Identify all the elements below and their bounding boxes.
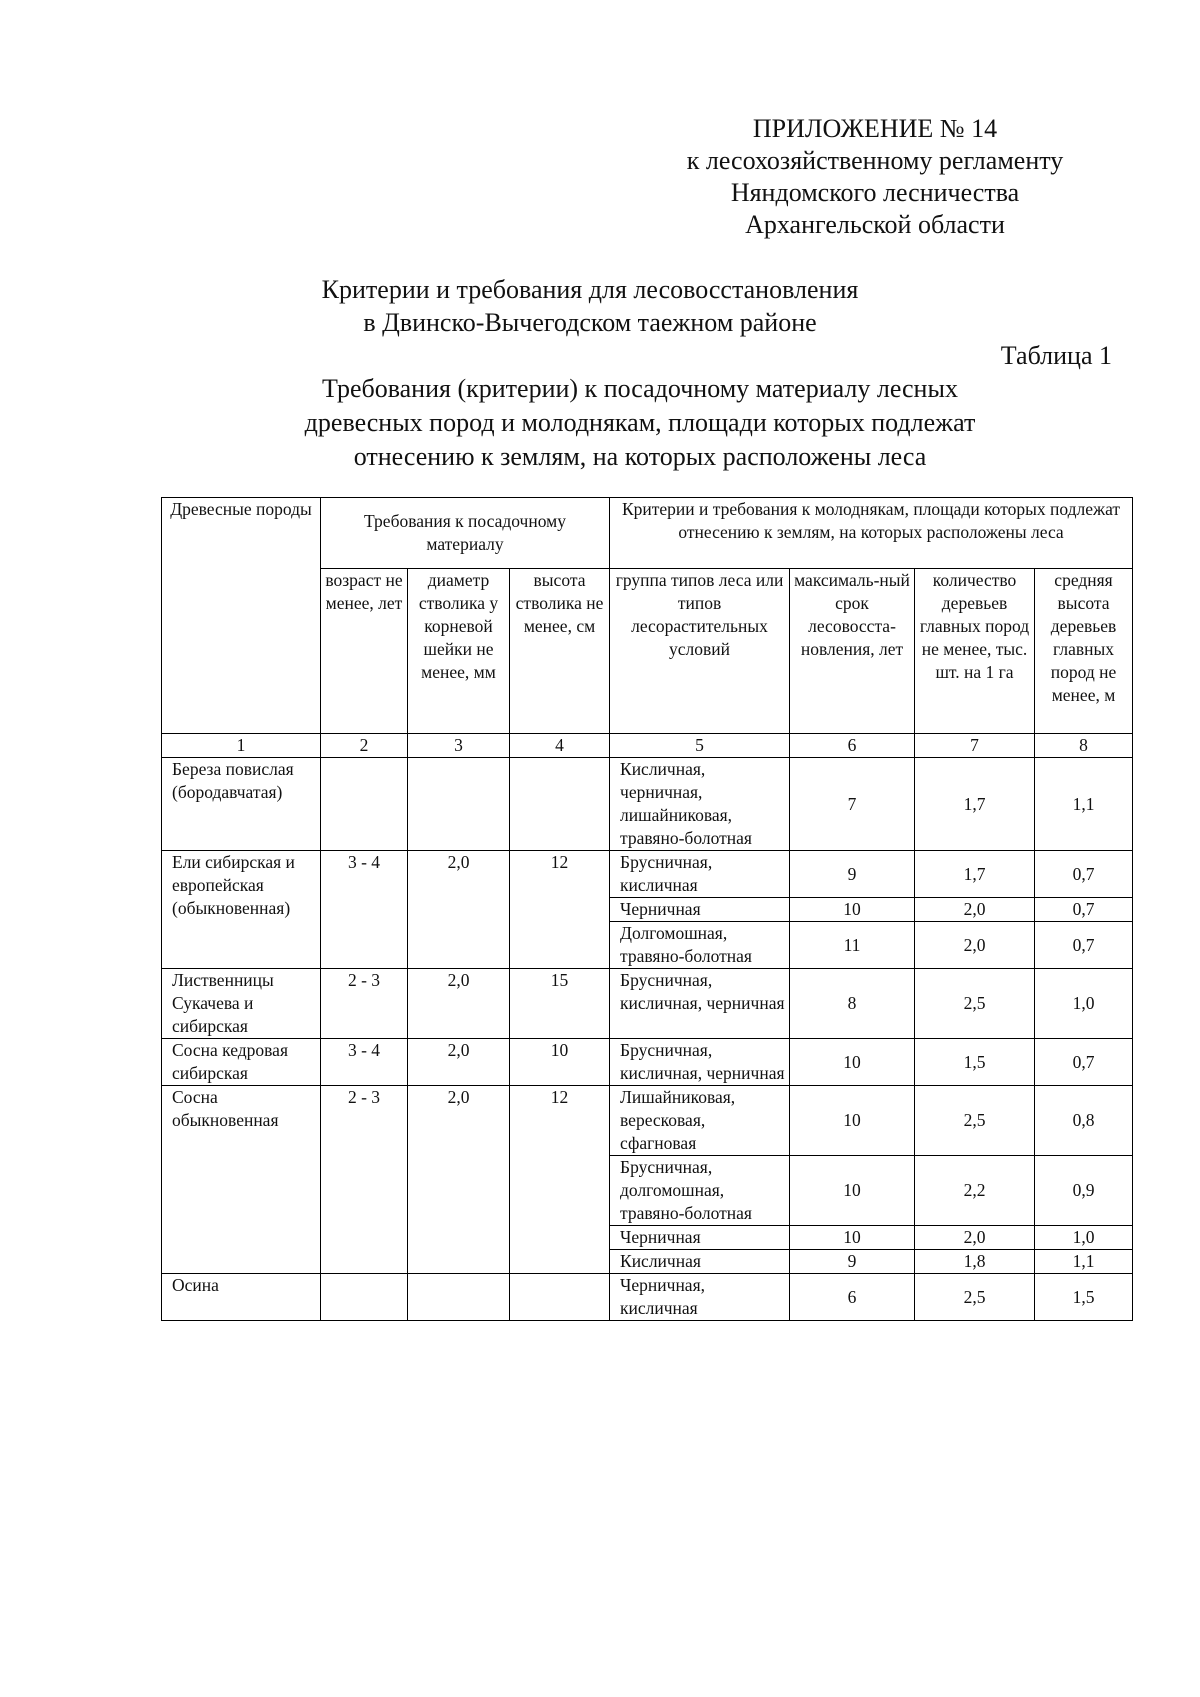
header-species: Древесные породы xyxy=(162,498,321,734)
max-term-cell: 9 xyxy=(790,1250,915,1274)
forest-type-cell: Черничная xyxy=(610,1226,790,1250)
avg-height-cell: 1,0 xyxy=(1035,1226,1133,1250)
tree-count-cell: 2,2 xyxy=(915,1156,1035,1226)
appendix-line: Няндомского лесничества xyxy=(730,178,1020,207)
avg-height-cell: 0,7 xyxy=(1035,1039,1133,1086)
species-cell: Сосна кедровая сибирская xyxy=(162,1039,321,1086)
tree-count-cell: 1,8 xyxy=(915,1250,1035,1274)
header-planting-material: Требования к посадочному материалу xyxy=(321,498,610,569)
diameter-cell: 2,0 xyxy=(408,851,510,969)
height-cell: 15 xyxy=(510,969,610,1039)
forest-type-cell: Брусничная, кисличная xyxy=(610,851,790,898)
column-numbers-row xyxy=(162,734,1133,758)
forest-type-cell: Долгомошная, травяно-болотная xyxy=(610,922,790,969)
forest-type-cell: Кисличная xyxy=(610,1250,790,1274)
forest-type-cell: Брусничная, кисличная, черничная xyxy=(610,969,790,1039)
table-number: Таблица 1 xyxy=(1000,341,1112,370)
avg-height-cell: 1,1 xyxy=(1035,1250,1133,1274)
header-avg-height: средняя высота деревьев главных пород не менее, м xyxy=(1035,569,1133,734)
age-cell xyxy=(321,758,408,851)
header-young-stands: Критерии и требования к молоднякам, площади которых подлежат отнесению к землям, на которых расположены леса xyxy=(610,498,1133,569)
table-title-line: древесных пород и молоднякам, площади которых подлежат xyxy=(304,408,976,437)
forest-type-cell: Лишайниковая, вересковая, сфагновая xyxy=(610,1086,790,1156)
column-number: 1 xyxy=(162,734,321,758)
forest-type-cell: Черничная xyxy=(610,898,790,922)
max-term-cell: 10 xyxy=(790,1086,915,1156)
criteria-title-line: Критерии и требования для лесовосстановления xyxy=(321,275,859,304)
max-term-cell: 10 xyxy=(790,1226,915,1250)
column-number: 8 xyxy=(1035,734,1133,758)
header-age: возраст не менее, лет xyxy=(321,569,408,734)
table-row xyxy=(162,851,1133,898)
table-row xyxy=(162,1274,1133,1321)
max-term-cell: 7 xyxy=(790,758,915,851)
species-cell: Сосна обыкновенная xyxy=(162,1086,321,1274)
forest-type-cell: Черничная, кисличная xyxy=(610,1274,790,1321)
appendix-line: к лесохозяйственному регламенту xyxy=(686,146,1064,175)
header-diameter: диаметр стволика у корневой шейки не менее, мм xyxy=(408,569,510,734)
avg-height-cell: 0,7 xyxy=(1035,898,1133,922)
header-height: высота стволика не менее, см xyxy=(510,569,610,734)
header-forest-type: группа типов леса или типов лесорастительных условий xyxy=(610,569,790,734)
max-term-cell: 8 xyxy=(790,969,915,1039)
table-row xyxy=(162,758,1133,851)
max-term-cell: 11 xyxy=(790,922,915,969)
species-cell: Береза повислая (бородавчатая) xyxy=(162,758,321,851)
tree-count-cell: 2,0 xyxy=(915,1226,1035,1250)
tree-count-cell: 2,5 xyxy=(915,969,1035,1039)
age-cell: 3 - 4 xyxy=(321,851,408,969)
height-cell xyxy=(510,758,610,851)
age-cell: 3 - 4 xyxy=(321,1039,408,1086)
header-max-term: максималь-ный срок лесовосста-новления, лет xyxy=(790,569,915,734)
column-number: 5 xyxy=(610,734,790,758)
age-cell: 2 - 3 xyxy=(321,969,408,1039)
forest-type-cell: Брусничная, долгомошная, травяно-болотная xyxy=(610,1156,790,1226)
diameter-cell xyxy=(408,758,510,851)
max-term-cell: 6 xyxy=(790,1274,915,1321)
appendix-number: ПРИЛОЖЕНИЕ № 14 xyxy=(752,114,998,143)
avg-height-cell: 1,1 xyxy=(1035,758,1133,851)
max-term-cell: 10 xyxy=(790,1039,915,1086)
diameter-cell: 2,0 xyxy=(408,969,510,1039)
avg-height-cell: 0,8 xyxy=(1035,1086,1133,1156)
table-title-line: Требования (критерии) к посадочному материалу лесных xyxy=(322,374,958,403)
column-number: 6 xyxy=(790,734,915,758)
height-cell: 12 xyxy=(510,1086,610,1274)
forest-type-cell: Кисличная, черничная, лишайниковая, травяно-болотная xyxy=(610,758,790,851)
tree-count-cell: 2,5 xyxy=(915,1086,1035,1156)
height-cell xyxy=(510,1274,610,1321)
diameter-cell: 2,0 xyxy=(408,1086,510,1274)
tree-count-cell: 2,0 xyxy=(915,898,1035,922)
avg-height-cell: 1,0 xyxy=(1035,969,1133,1039)
table-title xyxy=(200,372,1080,474)
avg-height-cell: 0,7 xyxy=(1035,922,1133,969)
height-cell: 10 xyxy=(510,1039,610,1086)
table-row xyxy=(162,1039,1133,1086)
max-term-cell: 10 xyxy=(790,898,915,922)
table-row xyxy=(162,969,1133,1039)
column-number: 7 xyxy=(915,734,1035,758)
criteria-title xyxy=(200,273,980,339)
diameter-cell: 2,0 xyxy=(408,1039,510,1086)
age-cell xyxy=(321,1274,408,1321)
table-title-line: отнесению к землям, на которых расположены леса xyxy=(353,442,927,471)
tree-count-cell: 1,7 xyxy=(915,758,1035,851)
appendix-line: Архангельской области xyxy=(745,210,1005,239)
max-term-cell: 9 xyxy=(790,851,915,898)
column-number: 2 xyxy=(321,734,408,758)
requirements-table xyxy=(161,497,1133,1321)
species-cell: Осина xyxy=(162,1274,321,1321)
height-cell: 12 xyxy=(510,851,610,969)
species-cell: Лиственницы Сукачева и сибирская xyxy=(162,969,321,1039)
forest-type-cell: Брусничная, кисличная, черничная xyxy=(610,1039,790,1086)
tree-count-cell: 2,5 xyxy=(915,1274,1035,1321)
column-number: 3 xyxy=(408,734,510,758)
table-row xyxy=(162,1086,1133,1156)
criteria-title-line: в Двинско-Вычегодском таежном районе xyxy=(363,308,817,337)
tree-count-cell: 2,0 xyxy=(915,922,1035,969)
species-cell: Ели сибирская и европейская (обыкновенная) xyxy=(162,851,321,969)
avg-height-cell: 0,9 xyxy=(1035,1156,1133,1226)
tree-count-cell: 1,7 xyxy=(915,851,1035,898)
header-tree-count: количество деревьев главных пород не менее, тыс. шт. на 1 га xyxy=(915,569,1035,734)
tree-count-cell: 1,5 xyxy=(915,1039,1035,1086)
avg-height-cell: 0,7 xyxy=(1035,851,1133,898)
appendix-header xyxy=(640,113,1110,241)
age-cell: 2 - 3 xyxy=(321,1086,408,1274)
column-number: 4 xyxy=(510,734,610,758)
diameter-cell xyxy=(408,1274,510,1321)
avg-height-cell: 1,5 xyxy=(1035,1274,1133,1321)
max-term-cell: 10 xyxy=(790,1156,915,1226)
